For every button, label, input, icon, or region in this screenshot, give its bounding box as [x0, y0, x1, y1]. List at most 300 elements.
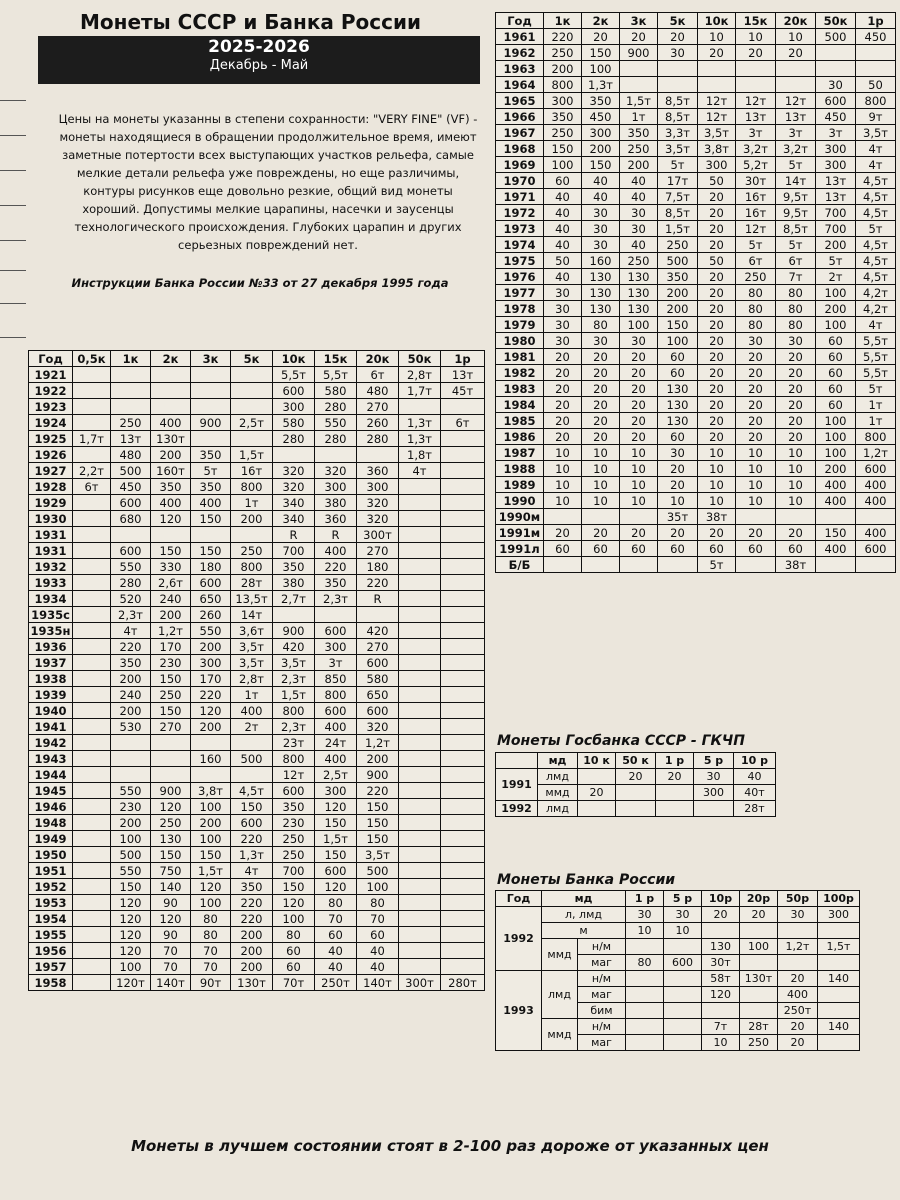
- price-cell: 30: [544, 317, 582, 333]
- price-cell: [856, 557, 896, 573]
- year-cell: 1930: [29, 511, 73, 527]
- price-cell: 70: [151, 943, 191, 959]
- price-cell: 5т: [856, 381, 896, 397]
- column-header: 100р: [818, 891, 860, 907]
- price-cell: 140т: [357, 975, 399, 991]
- table-row: [29, 367, 485, 383]
- price-cell: 350: [544, 109, 582, 125]
- price-cell: 4,2т: [856, 285, 896, 301]
- price-cell: [441, 671, 485, 687]
- price-cell: 20: [620, 29, 658, 45]
- table-row: [29, 847, 485, 863]
- price-cell: 3,8т: [698, 141, 736, 157]
- price-cell: 1,3т: [399, 431, 441, 447]
- price-cell: 10: [544, 461, 582, 477]
- year-cell: 1991м: [496, 525, 544, 541]
- column-header: мд: [542, 891, 626, 907]
- price-cell: 20: [698, 237, 736, 253]
- price-cell: 600: [315, 863, 357, 879]
- price-cell: [231, 735, 273, 751]
- price-cell: 16т: [736, 189, 776, 205]
- price-cell: 150: [231, 799, 273, 815]
- price-cell: 20: [736, 45, 776, 61]
- price-cell: 480: [357, 383, 399, 399]
- year-cell: 1935с: [29, 607, 73, 623]
- column-header: 1 р: [656, 753, 694, 769]
- column-header: Год: [29, 351, 73, 367]
- column-header: 50 к: [616, 753, 656, 769]
- price-cell: [399, 511, 441, 527]
- price-cell: 13т: [816, 189, 856, 205]
- price-cell: 6т: [73, 479, 111, 495]
- price-cell: [694, 801, 734, 817]
- table-row: [29, 383, 485, 399]
- year-cell: 1958: [29, 975, 73, 991]
- price-cell: 650: [357, 687, 399, 703]
- price-cell: 6т: [357, 367, 399, 383]
- price-cell: [626, 939, 664, 955]
- column-header: 1р: [856, 13, 896, 29]
- price-cell: 1т: [856, 397, 896, 413]
- price-cell: 400: [151, 495, 191, 511]
- price-cell: 20: [776, 397, 816, 413]
- price-cell: 20: [736, 349, 776, 365]
- price-cell: 350: [191, 479, 231, 495]
- price-cell: 100: [816, 413, 856, 429]
- price-cell: [73, 927, 111, 943]
- price-cell: 100: [191, 831, 231, 847]
- price-cell: [73, 911, 111, 927]
- price-cell: 800: [544, 77, 582, 93]
- price-cell: 350: [111, 655, 151, 671]
- price-cell: 20: [582, 365, 620, 381]
- table-row: [496, 285, 896, 301]
- price-cell: 4,5т: [856, 173, 896, 189]
- price-cell: 220: [231, 831, 273, 847]
- price-cell: 13т: [736, 109, 776, 125]
- page-title: Монеты СССР и Банка России: [80, 10, 422, 34]
- price-cell: 10: [582, 445, 620, 461]
- price-cell: [736, 509, 776, 525]
- price-cell: 1,5т: [620, 93, 658, 109]
- year-cell: 1982: [496, 365, 544, 381]
- price-cell: 20: [698, 525, 736, 541]
- year-cell: 1933: [29, 575, 73, 591]
- price-cell: 130: [658, 413, 698, 429]
- price-cell: [73, 575, 111, 591]
- price-cell: [399, 399, 441, 415]
- price-cell: 200: [816, 237, 856, 253]
- price-cell: 10: [698, 445, 736, 461]
- mint-cell: ммд: [542, 1019, 578, 1051]
- margin-line: [0, 337, 26, 338]
- price-cell: 12т: [698, 93, 736, 109]
- price-cell: 360: [357, 463, 399, 479]
- price-cell: 580: [315, 383, 357, 399]
- year-cell: 1964: [496, 77, 544, 93]
- price-cell: 300: [698, 157, 736, 173]
- price-cell: [73, 623, 111, 639]
- price-cell: 900: [191, 415, 231, 431]
- year-cell: 1973: [496, 221, 544, 237]
- price-cell: 30: [620, 221, 658, 237]
- price-cell: [816, 509, 856, 525]
- price-cell: 600: [111, 495, 151, 511]
- year-cell: 1965: [496, 93, 544, 109]
- price-cell: [664, 939, 702, 955]
- price-cell: 1,5т: [315, 831, 357, 847]
- year-cell: 1925: [29, 431, 73, 447]
- table-row: [496, 445, 896, 461]
- price-cell: 80: [736, 301, 776, 317]
- price-cell: 70: [191, 943, 231, 959]
- price-cell: 5т: [658, 157, 698, 173]
- price-cell: 300т: [399, 975, 441, 991]
- price-cell: 5т: [698, 557, 736, 573]
- price-cell: [582, 557, 620, 573]
- table-row: [496, 189, 896, 205]
- table-row: [496, 317, 896, 333]
- price-cell: [441, 751, 485, 767]
- price-cell: [73, 527, 111, 543]
- price-cell: 180: [191, 559, 231, 575]
- price-cell: 120: [111, 911, 151, 927]
- price-cell: [776, 77, 816, 93]
- price-cell: 200: [231, 927, 273, 943]
- price-cell: 10: [776, 445, 816, 461]
- price-cell: 60: [736, 541, 776, 557]
- price-cell: 100: [111, 831, 151, 847]
- table-row: [496, 785, 776, 801]
- price-cell: 80: [776, 301, 816, 317]
- price-cell: [191, 431, 231, 447]
- price-cell: [441, 431, 485, 447]
- price-cell: 320: [357, 511, 399, 527]
- bank-russia-header-row: [496, 891, 860, 907]
- price-cell: 20: [582, 413, 620, 429]
- margin-line: [0, 303, 26, 304]
- price-cell: 600: [816, 93, 856, 109]
- price-cell: 50: [698, 173, 736, 189]
- price-cell: 200: [231, 959, 273, 975]
- price-cell: 20: [776, 413, 816, 429]
- price-cell: 250: [736, 269, 776, 285]
- price-cell: 4т: [856, 141, 896, 157]
- price-cell: [399, 671, 441, 687]
- year-cell: 1927: [29, 463, 73, 479]
- price-cell: 600: [273, 783, 315, 799]
- price-cell: 10: [736, 493, 776, 509]
- price-cell: 20: [740, 907, 778, 923]
- column-header: 10 р: [734, 753, 776, 769]
- price-cell: 100: [740, 939, 778, 955]
- price-cell: [399, 495, 441, 511]
- price-cell: 500: [658, 253, 698, 269]
- year-cell: 1989: [496, 477, 544, 493]
- price-cell: 420: [357, 623, 399, 639]
- price-cell: [818, 987, 860, 1003]
- table-row: [29, 943, 485, 959]
- price-cell: 200: [151, 447, 191, 463]
- price-cell: 20: [736, 429, 776, 445]
- metal-cell: маг: [578, 1035, 626, 1051]
- price-cell: [736, 61, 776, 77]
- price-cell: 40: [544, 221, 582, 237]
- price-cell: 5,5т: [315, 367, 357, 383]
- price-cell: 80: [776, 317, 816, 333]
- price-cell: 550: [111, 559, 151, 575]
- price-cell: 200: [191, 719, 231, 735]
- price-cell: [740, 987, 778, 1003]
- table-row: [29, 767, 485, 783]
- price-cell: 45т: [441, 383, 485, 399]
- price-cell: 20: [582, 381, 620, 397]
- price-cell: 1,3т: [231, 847, 273, 863]
- price-cell: [73, 703, 111, 719]
- year-cell: 1963: [496, 61, 544, 77]
- price-cell: 320: [357, 495, 399, 511]
- price-cell: 30: [582, 333, 620, 349]
- year-cell: 1937: [29, 655, 73, 671]
- price-cell: [736, 77, 776, 93]
- price-cell: 30: [736, 333, 776, 349]
- year-cell: 1984: [496, 397, 544, 413]
- price-cell: 150: [315, 815, 357, 831]
- price-cell: 150: [315, 847, 357, 863]
- price-cell: [399, 543, 441, 559]
- price-cell: [441, 639, 485, 655]
- price-cell: 20: [776, 365, 816, 381]
- metal-cell: н/м: [578, 939, 626, 955]
- price-cell: [111, 367, 151, 383]
- price-cell: 240: [151, 591, 191, 607]
- price-cell: 20: [736, 365, 776, 381]
- price-cell: 320: [273, 463, 315, 479]
- year-cell: 1957: [29, 959, 73, 975]
- table-row: [496, 125, 896, 141]
- price-cell: 1т: [856, 413, 896, 429]
- price-cell: 30: [626, 907, 664, 923]
- price-cell: 5т: [191, 463, 231, 479]
- price-cell: 500: [357, 863, 399, 879]
- price-cell: 30: [620, 333, 658, 349]
- price-cell: 13т: [441, 367, 485, 383]
- price-cell: 30: [664, 907, 702, 923]
- price-cell: 60: [620, 541, 658, 557]
- price-cell: [664, 1035, 702, 1051]
- price-cell: 5,5т: [856, 365, 896, 381]
- price-cell: 30: [620, 205, 658, 221]
- price-cell: 10: [698, 461, 736, 477]
- price-cell: 3т: [315, 655, 357, 671]
- price-cell: [73, 511, 111, 527]
- year-cell: 1956: [29, 943, 73, 959]
- price-cell: 1,5т: [273, 687, 315, 703]
- column-header: 50к: [399, 351, 441, 367]
- price-cell: 320: [315, 463, 357, 479]
- price-cell: [73, 495, 111, 511]
- price-cell: [73, 879, 111, 895]
- price-cell: 12т: [273, 767, 315, 783]
- price-cell: 10: [582, 493, 620, 509]
- price-cell: 600: [111, 543, 151, 559]
- price-cell: 350: [582, 93, 620, 109]
- price-cell: 550: [315, 415, 357, 431]
- price-cell: 10: [658, 493, 698, 509]
- price-cell: 5т: [776, 157, 816, 173]
- price-cell: 800: [856, 93, 896, 109]
- price-cell: [399, 559, 441, 575]
- price-cell: 280: [357, 431, 399, 447]
- price-cell: 120: [111, 895, 151, 911]
- price-cell: 20: [544, 349, 582, 365]
- price-cell: [582, 509, 620, 525]
- price-cell: [441, 687, 485, 703]
- price-cell: 60: [658, 349, 698, 365]
- price-cell: 20: [620, 413, 658, 429]
- price-cell: 60: [544, 541, 582, 557]
- price-cell: [441, 911, 485, 927]
- price-cell: 400: [151, 415, 191, 431]
- price-cell: 150: [111, 879, 151, 895]
- table-row: [29, 799, 485, 815]
- table-row: [496, 221, 896, 237]
- price-cell: [111, 527, 151, 543]
- price-cell: 300: [694, 785, 734, 801]
- price-cell: [73, 863, 111, 879]
- price-cell: [399, 607, 441, 623]
- price-cell: 120: [111, 943, 151, 959]
- price-cell: [778, 923, 818, 939]
- price-cell: [399, 863, 441, 879]
- price-cell: 20: [620, 365, 658, 381]
- table-row: [496, 461, 896, 477]
- price-cell: [399, 575, 441, 591]
- table-row: [496, 1019, 860, 1035]
- price-cell: 130т: [151, 431, 191, 447]
- price-cell: [816, 45, 856, 61]
- table-row: [29, 431, 485, 447]
- table-row: [496, 971, 860, 987]
- price-cell: 4т: [231, 863, 273, 879]
- price-cell: 3т: [816, 125, 856, 141]
- mint-cell: ммд: [542, 939, 578, 971]
- price-cell: [73, 543, 111, 559]
- price-cell: 20: [776, 525, 816, 541]
- price-cell: 450: [582, 109, 620, 125]
- price-cell: 250: [544, 125, 582, 141]
- price-cell: [73, 799, 111, 815]
- price-cell: 8,5т: [658, 205, 698, 221]
- table-row: [496, 109, 896, 125]
- price-cell: 20: [776, 349, 816, 365]
- price-cell: 3,5т: [231, 639, 273, 655]
- price-cell: 400: [778, 987, 818, 1003]
- table-row: [496, 381, 896, 397]
- table-row: [29, 479, 485, 495]
- price-cell: 140: [818, 1019, 860, 1035]
- year-cell: 1988: [496, 461, 544, 477]
- price-cell: 150: [191, 847, 231, 863]
- year-cell: 1991л: [496, 541, 544, 557]
- price-cell: 150: [658, 317, 698, 333]
- price-cell: 230: [273, 815, 315, 831]
- price-cell: 120т: [111, 975, 151, 991]
- table-row: [29, 703, 485, 719]
- column-header: 50к: [816, 13, 856, 29]
- price-cell: 350: [315, 575, 357, 591]
- table-row: [496, 269, 896, 285]
- price-cell: [441, 815, 485, 831]
- price-cell: 30: [694, 769, 734, 785]
- price-cell: [399, 703, 441, 719]
- column-header: 5 р: [694, 753, 734, 769]
- price-cell: 280: [111, 575, 151, 591]
- price-cell: [399, 527, 441, 543]
- table-row: [496, 77, 896, 93]
- price-cell: 150: [273, 879, 315, 895]
- price-cell: [616, 801, 656, 817]
- price-cell: [776, 61, 816, 77]
- price-cell: [273, 447, 315, 463]
- price-cell: [73, 735, 111, 751]
- price-cell: 80: [357, 895, 399, 911]
- price-cell: 120: [151, 511, 191, 527]
- price-cell: 600: [856, 461, 896, 477]
- price-cell: 300: [816, 141, 856, 157]
- price-cell: 70: [151, 959, 191, 975]
- price-cell: 400: [816, 541, 856, 557]
- price-cell: [664, 1019, 702, 1035]
- column-header: 5к: [231, 351, 273, 367]
- price-cell: 30: [544, 301, 582, 317]
- price-cell: [399, 927, 441, 943]
- table-row: [29, 399, 485, 415]
- price-cell: 200: [231, 511, 273, 527]
- price-cell: [441, 479, 485, 495]
- price-cell: 200: [191, 815, 231, 831]
- price-cell: 400: [191, 495, 231, 511]
- price-cell: 20: [702, 907, 740, 923]
- price-cell: 38т: [776, 557, 816, 573]
- price-cell: [664, 1003, 702, 1019]
- price-cell: 130: [620, 301, 658, 317]
- price-cell: 10: [626, 923, 664, 939]
- column-header: Год: [496, 13, 544, 29]
- price-cell: 40: [620, 189, 658, 205]
- year-cell: 1985: [496, 413, 544, 429]
- price-cell: 180: [357, 559, 399, 575]
- price-cell: 17т: [658, 173, 698, 189]
- price-cell: 20: [776, 45, 816, 61]
- price-cell: 340: [273, 511, 315, 527]
- margin-line: [0, 205, 26, 206]
- price-cell: [818, 955, 860, 971]
- year-cell: 1972: [496, 205, 544, 221]
- price-cell: [315, 607, 357, 623]
- price-cell: [818, 1035, 860, 1051]
- price-cell: [399, 735, 441, 751]
- price-cell: 20: [698, 429, 736, 445]
- price-cell: 24т: [315, 735, 357, 751]
- price-cell: [441, 655, 485, 671]
- price-cell: [702, 923, 740, 939]
- price-cell: [73, 447, 111, 463]
- table-row: [29, 559, 485, 575]
- price-cell: 10: [664, 923, 702, 939]
- year-cell: 1928: [29, 479, 73, 495]
- price-cell: [399, 959, 441, 975]
